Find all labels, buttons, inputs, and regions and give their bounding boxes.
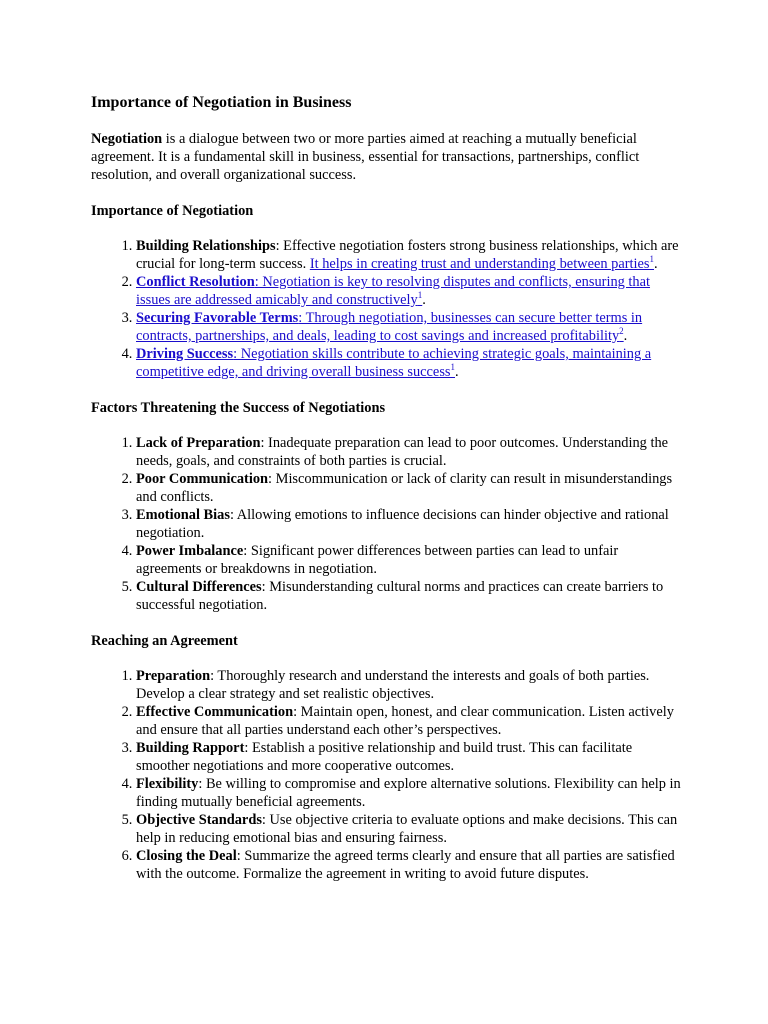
document-title: Importance of Negotiation in Business [91, 94, 352, 111]
item-term: Closing the Deal [136, 848, 237, 864]
item-link-text: : Negotiation skills contribute to achieving strategic goals, maintaining a competitive edge, and driving overall business success [136, 346, 652, 380]
item-term: Building Rapport [136, 740, 245, 756]
item-term: Driving Success [136, 346, 234, 362]
citation-link[interactable] [136, 310, 642, 344]
list-item [136, 667, 683, 703]
intro-text: is a dialogue between two or more parties aimed at reaching a mutually beneficial agreement. It is a fundamental skill in business, essential for transactions, partnerships, conflict resolution, and overall organizational success. [91, 131, 640, 183]
item-text: : Allowing emotions to influence decisions can hinder objective and rational negotiation. [136, 507, 669, 541]
item-text: : Summarize the agreed terms clearly and ensure that all parties are satisfied with the outcome. Formalize the agreement in writing to avoid future disputes. [136, 848, 675, 882]
item-text: : Misunderstanding cultural norms and practices can create barriers to successful negotiation. [136, 579, 664, 613]
item-end: . [422, 292, 426, 308]
item-term: Power Imbalance [136, 543, 244, 559]
item-text: : Establish a positive relationship and build trust. This can facilitate smoother negotiations and more cooperative outcomes. [136, 740, 633, 774]
list-item [136, 578, 683, 614]
item-term: Securing Favorable Terms [136, 310, 299, 326]
item-text: : Maintain open, honest, and clear communication. Listen actively and ensure that all parties understand each other’s perspectives. [136, 704, 674, 738]
footnote-marker: 1 [450, 362, 456, 373]
item-term: Effective Communication [136, 704, 294, 720]
item-term: Lack of Preparation [136, 435, 261, 451]
item-term: Emotional Bias [136, 507, 230, 523]
list-item [136, 237, 683, 273]
footnote-marker: 2 [619, 326, 624, 337]
list-item [136, 739, 683, 775]
citation-link[interactable] [136, 346, 651, 380]
list-item [136, 811, 683, 847]
intro-paragraph [91, 130, 683, 184]
agreement-heading: Reaching an Agreement [91, 633, 238, 649]
footnote-marker: 1 [649, 254, 655, 265]
item-text: : Miscommunication or lack of clarity can result in misunderstandings and conflicts. [136, 471, 673, 505]
citation-link[interactable]: It helps in creating trust and understanding between parties [309, 256, 650, 272]
item-text: : Effective negotiation fosters strong business relationships, which are crucial for long-term success. [136, 238, 679, 272]
factors-heading: Factors Threatening the Success of Negotiations [91, 400, 386, 416]
list-item [136, 506, 683, 542]
list-item [136, 703, 683, 739]
list-item [136, 309, 683, 345]
item-end: . [455, 364, 459, 380]
item-end: . [654, 256, 658, 272]
item-term: Objective Standards [136, 812, 262, 828]
intro-term: Negotiation [91, 131, 163, 147]
citation-link[interactable] [136, 274, 650, 308]
footnote-marker: 1 [417, 290, 423, 301]
list-item [136, 434, 683, 470]
item-text: : Be willing to compromise and explore alternative solutions. Flexibility can help in finding mutually beneficial agreements. [136, 776, 681, 810]
item-term: Building Relationships [136, 238, 276, 254]
list-item [136, 847, 683, 883]
list-item [136, 345, 683, 381]
item-term: Poor Communication [136, 471, 269, 487]
importance-list [91, 237, 683, 381]
item-end: . [623, 328, 628, 344]
item-term: Cultural Differences [136, 579, 262, 595]
document-content [91, 94, 683, 901]
importance-heading: Importance of Negotiation [91, 203, 254, 219]
item-text: : Significant power differences between parties can lead to unfair agreements or breakdowns in negotiation. [136, 543, 619, 577]
list-item [136, 273, 683, 309]
list-item [136, 470, 683, 506]
item-term: Conflict Resolution [136, 274, 255, 290]
factors-list [91, 434, 683, 614]
list-item [136, 542, 683, 578]
agreement-list [91, 667, 683, 883]
item-text: : Thoroughly research and understand the interests and goals of both parties. Develop a clear strategy and set realistic objectives. [136, 668, 650, 702]
item-link-text: : Through negotiation, businesses can secure better terms in contracts, partnerships, and deals, leading to cost savings and increased profitability [136, 310, 643, 344]
item-term: Preparation [136, 668, 211, 684]
item-text: : Use objective criteria to evaluate options and make decisions. This can help in reducing emotional bias and ensuring fairness. [136, 812, 678, 846]
item-term: Flexibility [136, 776, 199, 792]
list-item [136, 775, 683, 811]
item-text: : Inadequate preparation can lead to poor outcomes. Understanding the needs, goals, and constraints of both parties is crucial. [136, 435, 669, 469]
item-link-text: : Negotiation is key to resolving disputes and conflicts, ensuring that issues are addressed amicably and constructively [136, 274, 651, 308]
